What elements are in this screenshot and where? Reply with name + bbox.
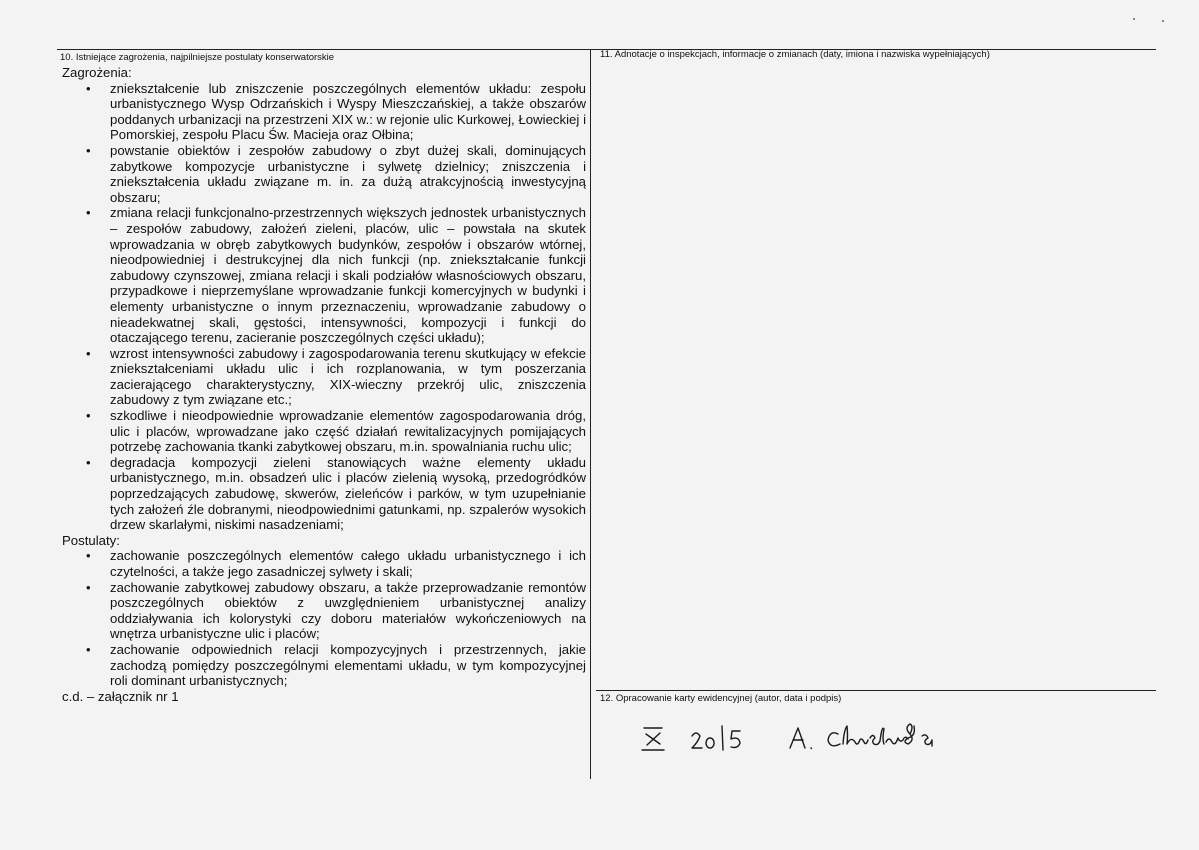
bullet-icon: • [86,454,91,470]
bullet-icon: • [86,205,91,221]
list-item [86,345,586,408]
list-item-text: zachowanie zabytkowej zabudowy obszaru, a także przeprowadzanie remontów poszczególnych obiektów z uwzględnieniem urbanistycznej analizy oddziaływania ich kolorystyki czy doboru materiałów wykończeniowych na wnętrza urbanistyczne ulic i placów; [110,579,586,642]
list-item [86,408,586,455]
list-item-text: wzrost intensywności zabudowy i zagospodarowania terenu skutkujący w efekcie zniekształceniami układu ulic i ich rozplanowania, w tym poszerzania zacierającego charakterystyczny, XIX-wieczny przekrój ulic, zniszczenia zabudowy z tym związane etc.; [110,345,586,408]
bullet-icon: • [86,641,91,657]
section-10-label: 10. Istniejące zagrożenia, najpilniejsze postulaty konserwatorskie [60,52,335,63]
list-item [86,579,586,642]
list-item-text: zachowanie odpowiednich relacji kompozycyjnych i przestrzennych, jakie zachodzą pomiędzy poszczególnymi elementami układu, w tym kompozycyjnej roli dominant urbanistycznych; [110,641,586,689]
postulates-heading: Postulaty: [62,532,120,548]
list-item-text: zachowanie poszczególnych elementów całego układu urbanistycznego i ich czytelności, a także jego zasadniczej sylwety i skali; [110,548,586,579]
list-item [86,142,586,205]
threats-heading: Zagrożenia: [62,65,132,80]
list-item [86,80,586,143]
list-item [86,548,586,579]
list-item [86,454,586,533]
bullet-icon: • [86,142,91,158]
section-10-content [62,65,586,704]
bullet-icon: • [86,345,91,361]
list-item-text: degradacja kompozycji zieleni stanowiących ważne elementy układu urbanistycznego, m.in. obsadzeń ulic i placów zielenią wysoką, przedogródków poprzedzających zabudowę, skwerów, zieleńców i parków, w tym uzupełnianie tych założeń źle dobranymi, nieodpowiednimi gatunkami, np. szpalerów wysokich drzew skarlałymi, niskimi nasadzeniami; [110,454,586,533]
scan-speck [1162,20,1164,22]
list-item-text: zniekształcenie lub zniszczenie poszczególnych elementów układu: zespołu urbanistycznego Wysp Odrzańskich i Wyspy Mieszczańskiej, a także obszarów poddanych urbanizacji na przestrzeni XIX w.: w rejonie ulic Kurkowej, Łowieckiej i Pomorskiej, zespołu Placu Św. Macieja oraz Ołbina; [110,80,586,143]
scan-speck [1133,18,1135,20]
column-divider [590,49,591,779]
list-item-text: powstanie obiektów i zespołów zabudowy o zbyt dużej skali, dominujących zabytkowe kompozycje urbanistyczne i sylwetę dzielnicy; zniszczenia i zniekształcenia układu związane m. in. za dużą atrakcyjnością inwestycyjną obszaru; [110,142,586,205]
postulates-list [62,548,586,688]
bullet-icon: • [86,80,91,96]
bullet-icon: • [86,548,91,564]
bullet-icon: • [86,579,91,595]
list-item-text: zmiana relacji funkcjonalno-przestrzennych większych jednostek urbanistycznych – zespołów zabudowy, założeń zieleni, placów, ulic – powstała na skutek wprowadzania w obręb zabytkowych budynków, zespołów i obszarów wtórnej, nieodpowiedniej i destrukcyjnej dla nich funkcji (np. zniekształcanie funkcji zabudowy czynszowej, zmiana relacji i skali podziałów własnościowych obszaru, przypadkowe i nieprzemyślane wprowadzanie funkcji komercyjnych w budynki i elementy urbanistyczne o innym przeznaczeniu, wprowadzanie zabudowy o nieadekwatnej skali, gęstości, intensywności, kompozycji i funkcji do otaczającego terenu, zacieranie poszczególnych części układu); [110,205,586,346]
list-item-text: szkodliwe i nieodpowiednie wprowadzanie elementów zagospodarowania dróg, ulic i placów, wprowadzane jako część działań rewitalizacyjnych pomijających potrzebę zachowania tkanki zabytkowej obszaru, m.in. spowalniania ruchu ulic; [110,408,586,455]
bullet-icon: • [86,408,91,424]
section-11-label: 11. Adnotacje o inspekcjach, informacje o zmianach (daty, imiona i nazwiska wypełniających) [600,49,990,60]
section-12-border [596,690,1156,691]
threats-list [62,81,586,533]
handwritten-signature [640,712,960,762]
list-item [86,205,586,346]
continuation-note: c.d. – załącznik nr 1 [62,688,179,704]
section-12-label: 12. Opracowanie karty ewidencyjnej (autor, data i podpis) [600,693,842,704]
list-item [86,641,586,689]
